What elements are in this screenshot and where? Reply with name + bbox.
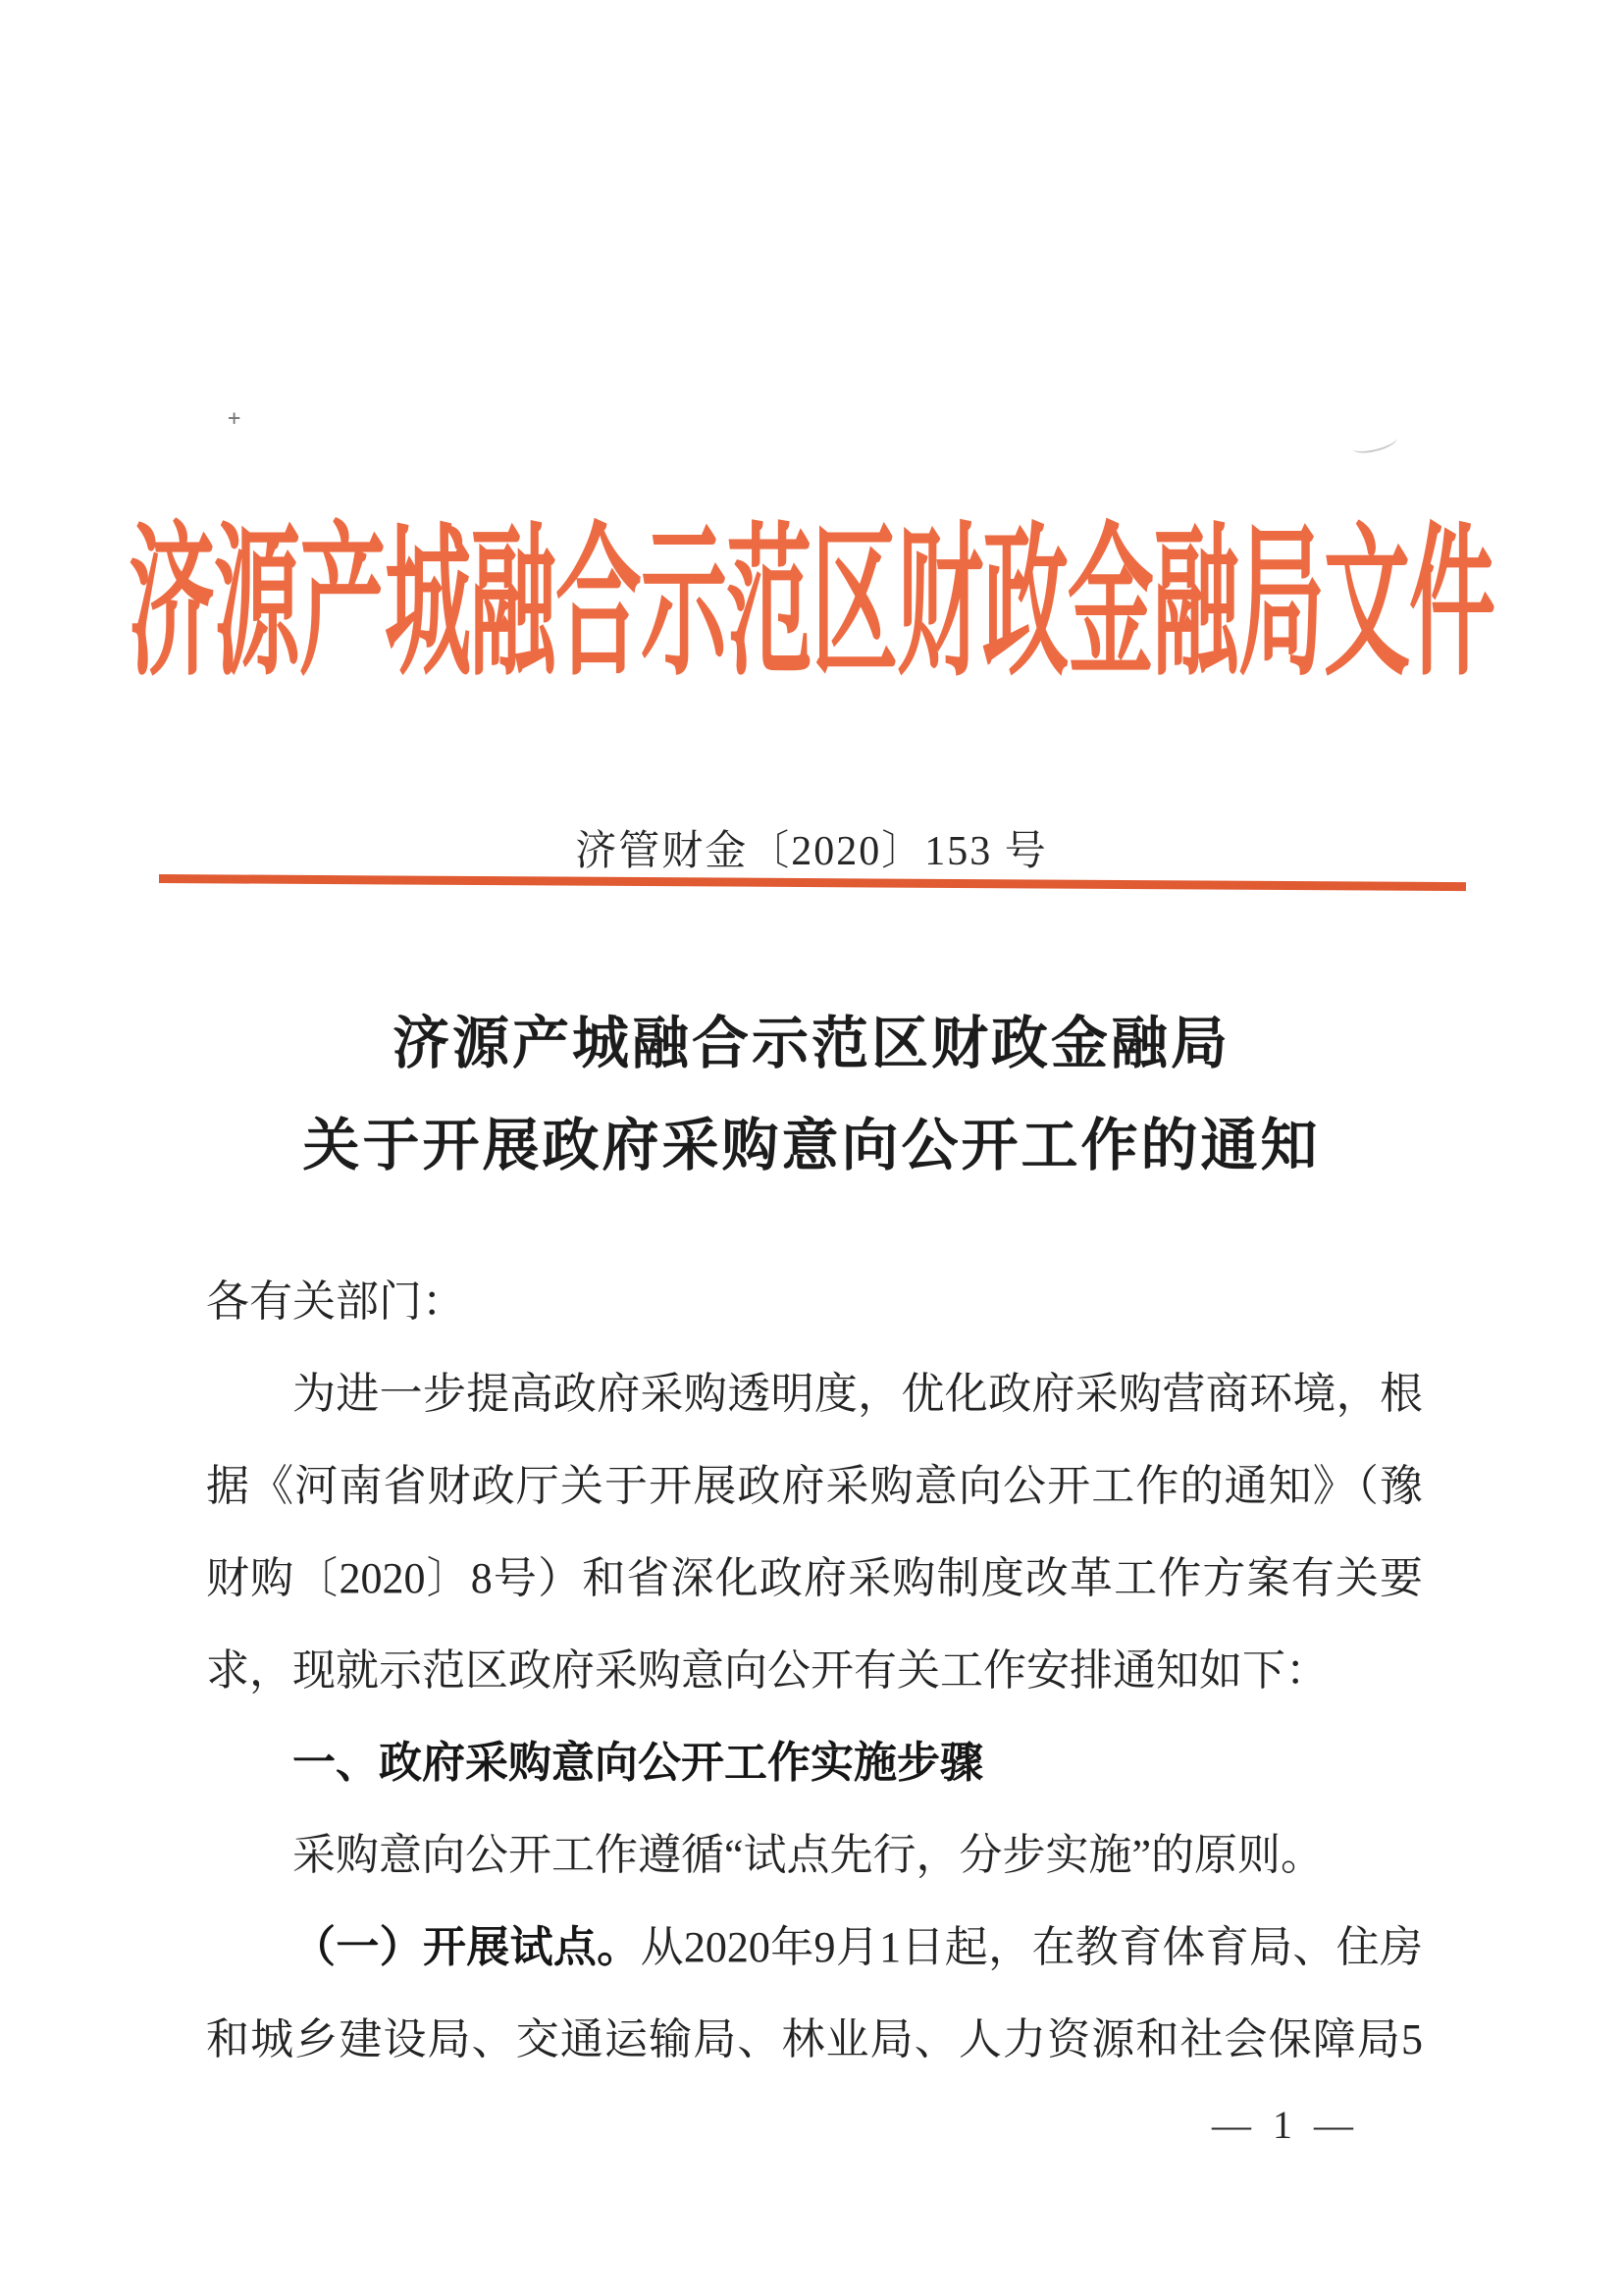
body-line: 和城乡建设局、交通运输局、林业局、人力资源和社会保障局5	[206, 2015, 1423, 2063]
red-header-title: 济源产城融合示范区财政金融局文件	[128, 515, 1494, 697]
document-number: 济管财金〔2020〕153 号	[575, 829, 1048, 874]
body-line: 求，现就示范区政府采购意向公开有关工作安排通知如下：	[206, 1646, 1329, 1695]
body-line	[206, 1902, 1423, 1994]
body-line-text: 从2020年9月1日起，在教育体育局、住房	[640, 1923, 1424, 1971]
document-body	[206, 1256, 1423, 2086]
page-number: — 1 —	[1212, 2103, 1359, 2147]
body-line: 财购〔2020〕8号）和省深化政府采购制度改革工作方案有关要	[206, 1554, 1423, 1602]
red-header-banner	[0, 473, 1623, 697]
body-line-bold-prefix: （一）开展试点。	[292, 1923, 641, 1971]
document-title-line2: 关于开展政府采购意向公开工作的通知	[302, 1114, 1321, 1177]
document-title	[0, 993, 1623, 1197]
body-line: 各有关部门：	[206, 1278, 465, 1326]
scan-artifact-scribble	[1351, 431, 1399, 457]
body-heading-line: 一、政府采购意向公开工作实施步骤	[292, 1739, 983, 1787]
body-line: 采购意向公开工作遵循“试点先行，分步实施”的原则。	[292, 1831, 1325, 1879]
body-line: 据《河南省财政厅关于开展政府采购意向公开工作的通知》（豫	[206, 1462, 1423, 1510]
body-line: 为进一步提高政府采购透明度，优化政府采购营商环境，根	[292, 1370, 1423, 1418]
document-title-line1: 济源产城融合示范区财政金融局	[392, 1012, 1230, 1075]
scan-artifact-plus-mark: +	[228, 406, 241, 431]
